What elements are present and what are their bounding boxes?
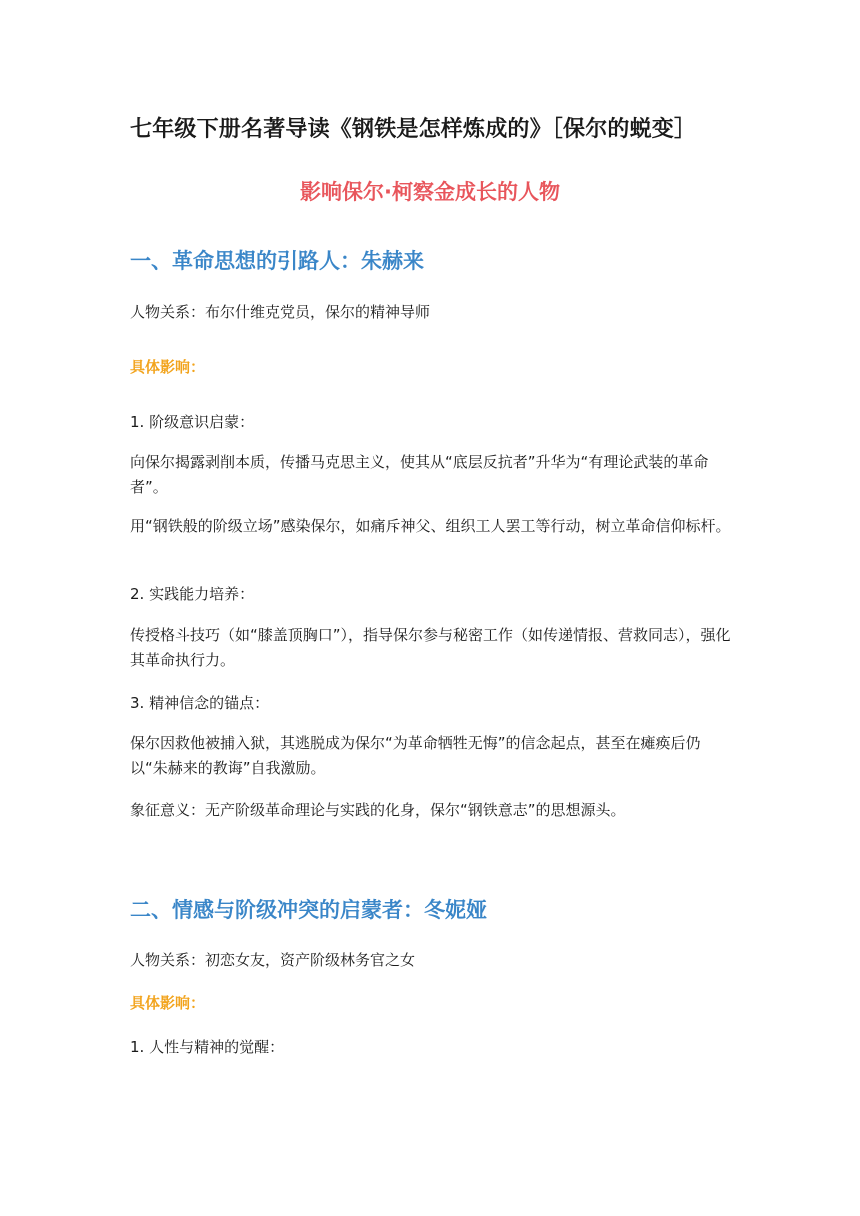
section-1-point-1-title: 1. 阶级意识启蒙： (130, 413, 255, 431)
section-2-heading: 二、情感与阶级冲突的启蒙者：冬妮娅 (130, 898, 487, 922)
section-1-point-3-paragraph-1: 保尔因救他被捕入狱，其逃脱成为保尔“为革命牺牲无悔”的信念起点，甚至在瘫痪后仍以“朱赫来的教诲”自我激励。 (130, 734, 701, 777)
section-2-relation: 人物关系：初恋女友，资产阶级林务官之女 (130, 951, 416, 969)
section-1-relation: 人物关系：布尔什维克党员，保尔的精神导师 (130, 303, 431, 321)
document-title: 七年级下册名著导读《钢铁是怎样炼成的》［保尔的蜕变］ (130, 117, 697, 142)
section-1-point-1-paragraph-2: 用“钢铁般的阶级立场”感染保尔，如痛斥神父、组织工人罢工等行动，树立革命信仰标杆。 (130, 517, 731, 535)
section-1-point-2-title: 2. 实践能力培养： (130, 585, 255, 603)
section-1-impact-label: 具体影响： (130, 358, 206, 376)
document-subtitle: 影响保尔·柯察金成长的人物 (300, 180, 560, 204)
section-2-point-1-title: 1. 人性与精神的觉醒： (130, 1038, 285, 1056)
section-2-impact-label: 具体影响： (130, 994, 206, 1012)
section-1-point-1-paragraph-1: 向保尔揭露剥削本质，传播马克思主义，使其从“底层反抗者”升华为“有理论武装的革命者”。 (130, 453, 709, 496)
section-1-symbol: 象征意义：无产阶级革命理论与实践的化身，保尔“钢铁意志”的思想源头。 (130, 801, 626, 819)
section-1-point-2-paragraph-1: 传授格斗技巧（如“膝盖顶胸口”），指导保尔参与秘密工作（如传递情报、营救同志），强化其革命执行力。 (130, 626, 731, 669)
section-1-heading: 一、革命思想的引路人：朱赫来 (130, 249, 424, 273)
section-1-point-3-title: 3. 精神信念的锚点： (130, 694, 270, 712)
